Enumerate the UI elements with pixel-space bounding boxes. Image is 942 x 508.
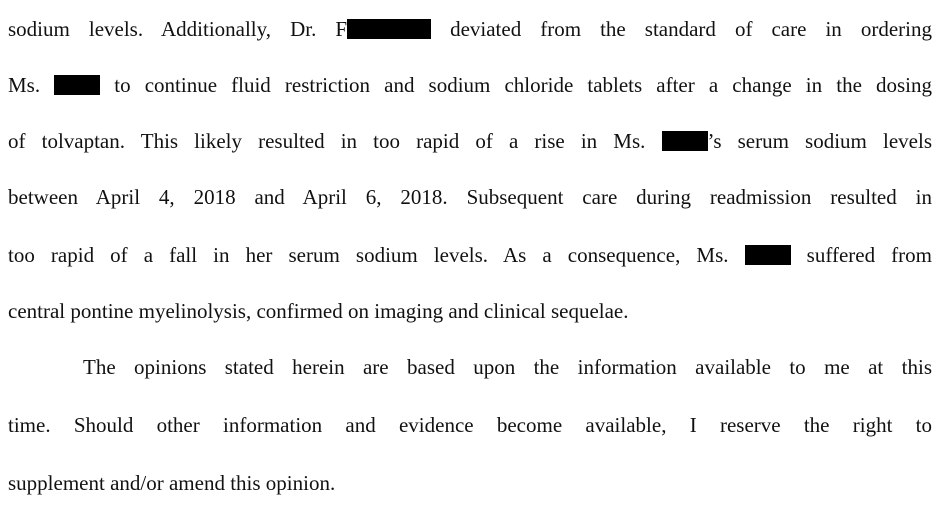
- text-line: [8, 412, 932, 438]
- text-fragment: supplement and/or amend this opinion.: [8, 471, 336, 495]
- text-fragment: deviated from the standard of care in ordering: [431, 17, 932, 41]
- text-line: [8, 470, 932, 496]
- text-fragment: Ms.: [8, 73, 55, 97]
- redaction-bar: [745, 245, 791, 265]
- text-fragment: of tolvaptan. This likely resulted in too rapid of a rise in Ms.: [8, 129, 662, 153]
- text-fragment: sodium levels. Additionally, Dr. F: [8, 17, 348, 41]
- text-fragment: time. Should other information and evidence become available, I reserve the right to: [8, 413, 932, 437]
- text-line: [8, 72, 932, 98]
- text-line: [8, 184, 932, 210]
- text-fragment: suffered from: [790, 243, 932, 267]
- text-fragment: to continue fluid restriction and sodium chloride tablets after a change in the dosing: [100, 73, 932, 97]
- text-fragment: central pontine myelinolysis, confirmed on imaging and clinical sequelae.: [8, 299, 629, 323]
- text-fragment: between April 4, 2018 and April 6, 2018. Subsequent care during readmission resulted in: [8, 185, 932, 209]
- text-fragment: ’s serum sodium levels: [707, 129, 932, 153]
- text-line: [8, 354, 932, 380]
- text-fragment: The opinions stated herein are based upon the information available to me at this: [83, 355, 932, 379]
- text-line: [8, 298, 932, 324]
- text-line: [8, 242, 932, 268]
- text-fragment: too rapid of a fall in her serum sodium levels. As a consequence, Ms.: [8, 243, 745, 267]
- redaction-bar: [54, 75, 100, 95]
- text-line: [8, 128, 932, 154]
- redaction-bar: [662, 131, 708, 151]
- redaction-bar: [347, 19, 431, 39]
- text-line: [8, 16, 932, 42]
